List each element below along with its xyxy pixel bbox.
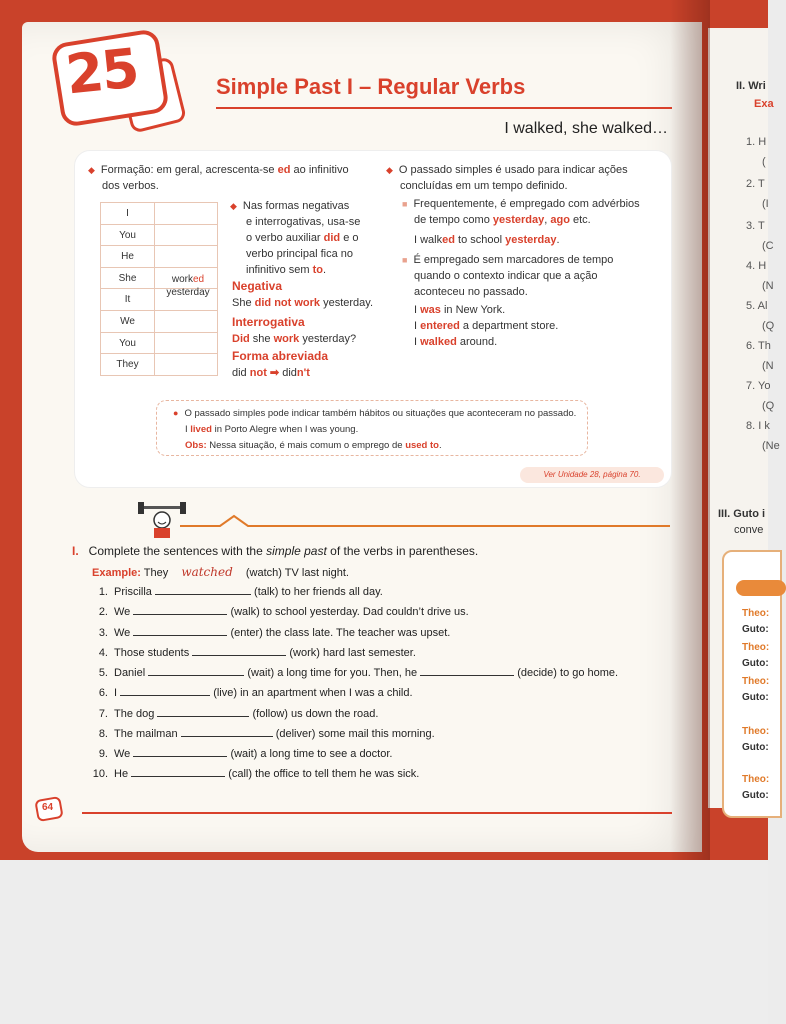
dialogue-speaker: Theo:	[742, 676, 770, 687]
right-sub: (Q	[762, 400, 775, 412]
unit-badge	[56, 36, 168, 126]
page-number-badge	[36, 798, 66, 824]
exercise-item: 2. We (walk) to school yesterday. Dad couldn’t drive us.	[98, 606, 469, 618]
pronoun-cell: They	[101, 354, 155, 375]
table-row	[101, 354, 217, 376]
bullet-icon: ◆	[230, 201, 237, 211]
book-spine	[670, 0, 710, 860]
answer-blank[interactable]	[120, 686, 210, 696]
exercise-item: 1. Priscilla (talk) to her friends all day.	[98, 586, 383, 598]
answer-blank[interactable]	[133, 605, 227, 615]
cross-reference: Ver Unidade 28, página 70.	[520, 467, 664, 483]
note-text: ● O passado simples pode indicar também hábitos ou situações que aconteceram no passado. I lived in Porto Alegre when I was young. Obs: Nessa situação, é mais comum o emprego de used to.	[173, 408, 577, 451]
dialogue-speaker: Guto:	[742, 742, 769, 753]
exercise-item: 9. We (wait) a long time to see a doctor.	[98, 748, 393, 760]
unit-subtitle: I walked, she walked…	[504, 120, 668, 137]
bullet-icon: ●	[173, 408, 179, 418]
negative-form: Negativa She did not work yesterday.	[232, 279, 374, 309]
short-form: Forma abreviada did not ➡ didn't	[232, 349, 329, 379]
right-item: 8. I k	[746, 420, 770, 432]
exercise-item: 7. The dog (follow) us down the road.	[98, 708, 379, 720]
dialogue-tag	[736, 580, 786, 596]
right-item: 6. Th	[746, 340, 771, 352]
right-sub: (	[762, 156, 766, 168]
dialogue-speaker: Guto:	[742, 790, 769, 801]
right-sub: (Ne	[762, 440, 780, 452]
right-sub: (Q	[762, 320, 775, 332]
right-example: Exa	[754, 98, 774, 110]
exercise-item: 6. I (live) in an apartment when I was a child.	[98, 687, 413, 699]
dialogue-speaker: Guto:	[742, 692, 769, 703]
right-heading: II. Wri	[736, 80, 766, 92]
bullet-icon: ◆	[386, 165, 393, 175]
exercise-example: Example: They watched (watch) TV last night.	[92, 565, 349, 579]
exercise-item: 8. The mailman (deliver) some mail this morning.	[98, 728, 435, 740]
dialogue-speaker: Theo:	[742, 608, 770, 619]
frequency-rule: ■ Frequentemente, é empregado com advérbios de tempo como yesterday, ago etc.	[402, 198, 640, 226]
pronoun-cell: We	[101, 311, 155, 332]
bottom-rule	[82, 812, 672, 814]
answer-blank[interactable]	[157, 707, 249, 717]
bullet-icon: ■	[402, 199, 408, 209]
table-row	[101, 333, 217, 355]
section-divider	[140, 512, 670, 532]
dialogue-speaker: Theo:	[742, 726, 770, 737]
table-row	[101, 246, 217, 268]
exercise-item: 5. Daniel (wait) a long time for you. Then, he (decide) to go home.	[98, 667, 619, 679]
no-marker-rule: ■ É empregado sem marcadores de tempo quando o contexto indicar que a ação aconteceu no passado.	[402, 254, 614, 298]
unit-title: Simple Past I – Regular Verbs	[216, 74, 526, 99]
dialogue-box	[722, 550, 782, 818]
answer-blank[interactable]	[148, 666, 244, 676]
dialogue-speaker: Guto:	[742, 658, 769, 669]
examples-no-marker: I was in New York. I entered a department store. I walked around.	[414, 304, 559, 348]
habits-note	[156, 400, 588, 456]
answer-blank[interactable]	[133, 626, 227, 636]
bullet-icon: ■	[402, 255, 408, 265]
table-row	[101, 311, 217, 333]
pronoun-cell: He	[101, 246, 155, 267]
dialogue-speaker: Theo:	[742, 774, 770, 785]
example-walked: I walked to school yesterday.	[414, 234, 560, 246]
bullet-icon: ◆	[88, 165, 95, 175]
right-heading-3b: conve	[734, 524, 764, 536]
right-heading-3: III. Guto i	[718, 508, 766, 520]
right-sub: (N	[762, 360, 774, 372]
formation-rule: ◆ Formação: em geral, acrescenta-se ed ao infinitivo dos verbos.	[88, 164, 349, 192]
right-sub: (C	[762, 240, 774, 252]
answer-blank[interactable]	[420, 666, 514, 676]
right-item: 7. Yo	[746, 380, 771, 392]
answer-blank[interactable]	[192, 646, 286, 656]
table-row	[101, 225, 217, 247]
right-sub: (I	[762, 198, 769, 210]
right-item: 4. H	[746, 260, 767, 272]
page-number: 64	[42, 802, 54, 813]
right-item: 2. T	[746, 178, 765, 190]
exercise-item: 3. We (enter) the class late. The teacher was upset.	[98, 627, 451, 639]
right-sub: (N	[762, 280, 774, 292]
answer-blank[interactable]	[181, 727, 273, 737]
answer-blank[interactable]	[131, 767, 225, 777]
answer-blank[interactable]	[155, 585, 251, 595]
exercise-item: 4. Those students (work) hard last semester.	[98, 647, 416, 659]
interrogative-form: Interrogativa Did she work yesterday?	[232, 315, 357, 345]
dialogue-speaker: Guto:	[742, 624, 769, 635]
right-page	[708, 28, 780, 808]
dialogue-speaker: Theo:	[742, 642, 770, 653]
usage-rule: ◆ O passado simples é usado para indicar ações concluídas em um tempo definido.	[386, 164, 628, 192]
answer-blank[interactable]	[133, 747, 227, 757]
right-item: 3. T	[746, 220, 765, 232]
exercise-item: 10. He (call) the office to tell them he was sick.	[92, 768, 420, 780]
handwritten-answer: watched	[181, 565, 233, 579]
right-item: 5. Al	[746, 300, 768, 312]
pronoun-cell: I	[101, 203, 155, 224]
auxiliary-rule: ◆ Nas formas negativas e interrogativas, usa-se o verbo auxiliar did e o verbo principal fica no infinitivo sem to.	[230, 200, 361, 276]
pronoun-cell: You	[101, 333, 155, 354]
scanner-background	[0, 860, 768, 1024]
table-row	[101, 203, 217, 225]
pronoun-cell: You	[101, 225, 155, 246]
arrow-right-icon: ➡	[269, 367, 280, 379]
exercise-instruction: I. Complete the sentences with the simple past of the verbs in parentheses.	[72, 544, 479, 558]
conjugation-table	[100, 202, 218, 376]
unit-number: 25	[62, 36, 141, 107]
title-rule	[216, 107, 672, 109]
verb-cell: worked yesterday	[166, 274, 210, 298]
right-item: 1. H	[746, 136, 767, 148]
pronoun-cell: She	[101, 268, 155, 289]
pronoun-cell: It	[101, 289, 155, 310]
